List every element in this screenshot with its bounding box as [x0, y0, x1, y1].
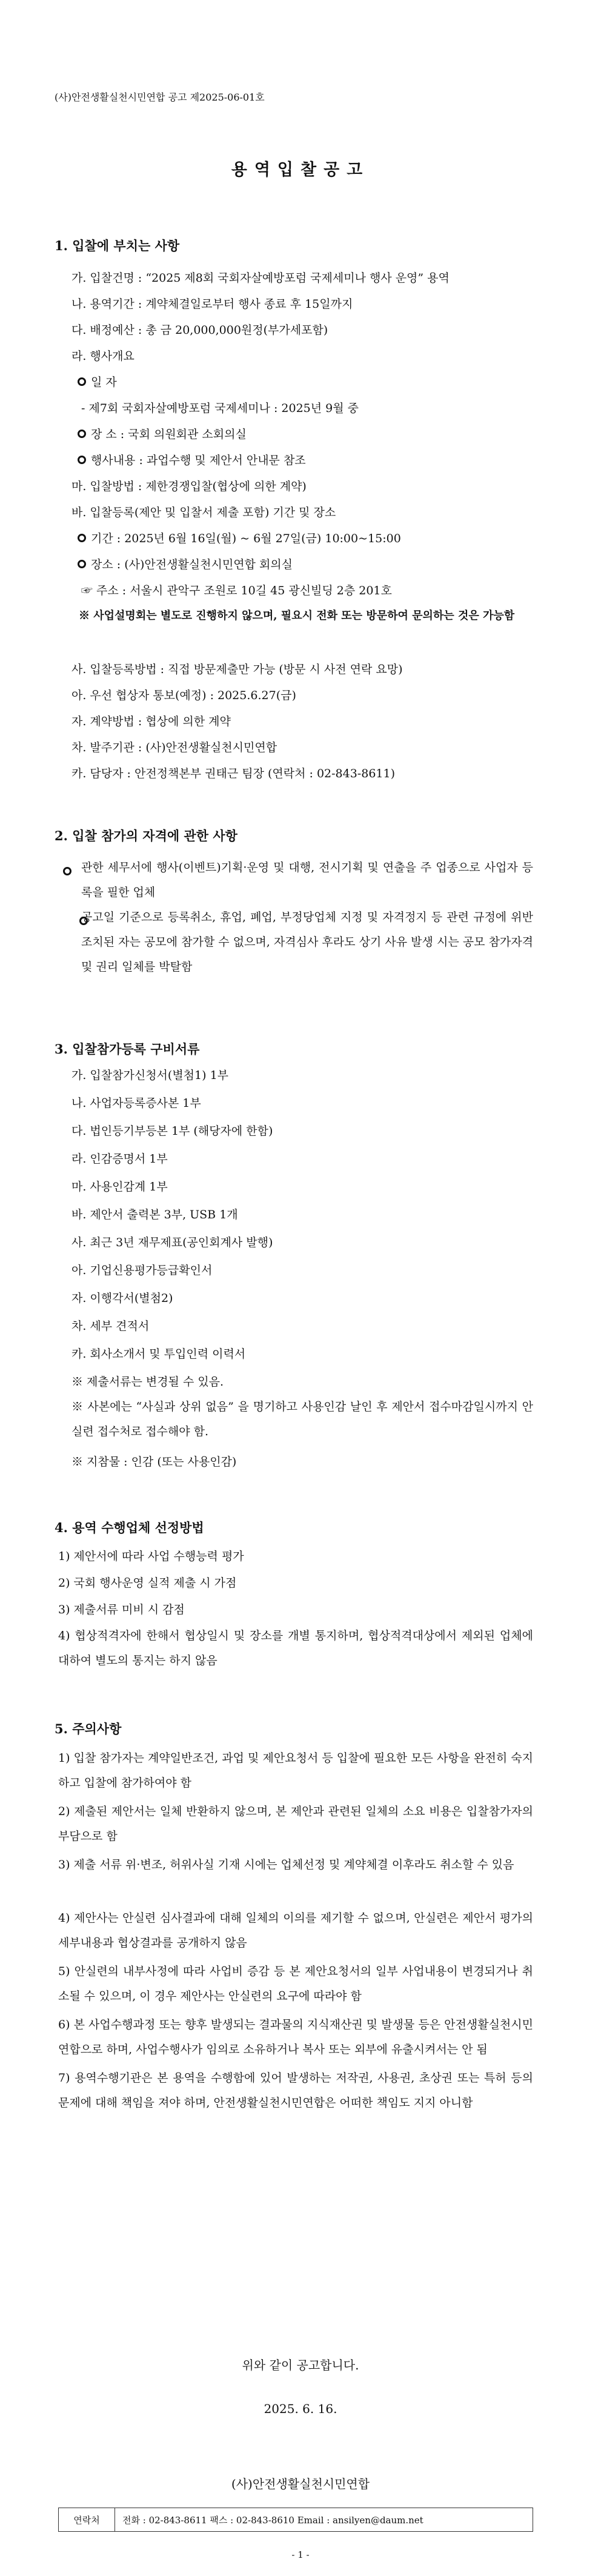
bullet-icon [78, 456, 86, 464]
s1-ra-date-label: 일 자 [78, 373, 117, 391]
s5-item: 3) 제출 서류 위·변조, 허위사실 기재 시에는 업체선정 및 계약체결 이후라도 취소할 수 있음 [58, 1858, 514, 1871]
bullet-icon [78, 377, 86, 386]
s1-sa: 사. 입찰등록방법 : 직접 방문제출만 가능 (방문 시 사전 연락 요망) [71, 663, 403, 676]
page-number: - 1 - [291, 2549, 310, 2560]
s3-item: 차. 세부 견적서 [71, 1320, 150, 1333]
section3-heading: 3. 입찰참가등록 구비서류 [55, 1041, 200, 1057]
s5-item: 5) 안실련의 내부사정에 따라 사업비 증감 등 본 제안요청서의 일부 사업내용이 변경되거나 취소될 수 있으며, 이 경우 제안사는 안실련의 요구에 따라야 함 [58, 1965, 533, 2003]
section1-heading: 1. 입찰에 부치는 사항 [55, 238, 180, 253]
s3-note1: ※ 제출서류는 변경될 수 있음. [71, 1375, 224, 1389]
s3-item: 바. 제안서 출력본 3부, USB 1개 [71, 1208, 238, 1221]
contact-label: 연락처 [59, 2508, 115, 2531]
s1-ga: 가. 입찰건명 : “2025 제8회 국회자살예방포럼 국제세미나 행사 운영” 용역 [71, 271, 450, 285]
s1-cha: 차. 발주기관 : (사)안전생활실천시민연합 [71, 741, 277, 754]
s5-item: 6) 본 사업수행과정 또는 향후 발생되는 결과물의 지식재산권 및 발생물 등은 안전생활실천시민연합으로 하며, 사업수행사가 임의로 소유하거나 복사 또는 외부에 유출시켜서는 안 됨 [58, 2018, 533, 2056]
contact-box [58, 2508, 533, 2532]
s1-a: 아. 우선 협상자 통보(예정) : 2025.6.27(금) [71, 689, 296, 702]
s3-item: 라. 인감증명서 1부 [71, 1152, 168, 1166]
section2-heading: 2. 입찰 참가의 자격에 관한 사항 [55, 828, 237, 843]
s1-ra-place: 장 소 : 국회 의원회관 소회의실 [78, 425, 247, 443]
s3-item: 자. 이행각서(별첨2) [71, 1292, 173, 1305]
s3-note2: ※ 사본에는 “사실과 상위 없음” 을 명기하고 사용인감 날인 후 제안서 접수마감일시까지 안실련 접수처로 접수해야 함. [71, 1400, 533, 1438]
s5-item: 2) 제출된 제안서는 일체 반환하지 않으며, 본 제안과 관련된 일체의 소요 비용은 입찰참가자의 부담으로 함 [58, 1805, 533, 1843]
bullet-icon [78, 534, 86, 542]
s2-p2: 공고일 기준으로 등록취소, 휴업, 폐업, 부정당업체 지정 및 자격정지 등 관련 규정에 위반 조치된 자는 공모에 참가할 수 없으며, 자격심사 후라도 상기 사유 발생 시는 공모 참가자격 및 권리 일체를 박탈함 [81, 911, 533, 974]
contact-value: 전화 : 02-843-8611 팩스 : 02-843-8610 Email : ansilyen@daum.net [122, 2514, 423, 2526]
s3-note3: ※ 지참물 : 인감 (또는 사용인감) [71, 1455, 237, 1469]
bullet-icon [63, 867, 71, 875]
s3-item: 아. 기업신용평가등급확인서 [71, 1264, 213, 1277]
notice-serial: (사)안전생활실천시민연합 공고 제2025-06-01호 [55, 91, 265, 103]
s4-item: 2) 국회 행사운영 실적 제출 시 가점 [58, 1576, 237, 1590]
s3-item: 카. 회사소개서 및 투입인력 이력서 [71, 1347, 246, 1361]
s3-item: 사. 최근 3년 재무제표(공인회계사 발행) [71, 1236, 273, 1249]
s3-item: 가. 입찰참가신청서(별첨1) 1부 [71, 1069, 229, 1082]
s3-item: 다. 법인등기부등본 1부 (해당자에 한함) [71, 1124, 273, 1138]
s1-ba-note: ※ 사업설명회는 별도로 진행하지 않으며, 필요시 전화 또는 방문하여 문의하는 것은 가능함 [79, 609, 515, 622]
page-title: 용역입찰공고 [231, 161, 370, 179]
bullet-icon [78, 560, 86, 568]
s5-item: 7) 용역수행기관은 본 용역을 수행함에 있어 발생하는 저작권, 사용권, 초상권 또는 특허 등의 문제에 대해 책임을 져야 하며, 안전생활실천시민연합은 어떠한 책임도 지지 아니함 [58, 2071, 533, 2110]
s4-item: 4) 협상적격자에 한해서 협상일시 및 장소를 개별 통지하며, 협상적격대상에서 제외된 업체에 대하여 별도의 통지는 하지 않음 [58, 1629, 533, 1667]
s1-ja: 자. 계약방법 : 협상에 의한 계약 [71, 715, 231, 728]
s5-item: 4) 제안사는 안실련 심사결과에 대해 일체의 이의를 제기할 수 없으며, 안실련은 제안서 평가의 세부내용과 협상결과를 공개하지 않음 [58, 1911, 533, 1950]
s1-ra: 라. 행사개요 [71, 350, 134, 363]
section5-heading: 5. 주의사항 [55, 1721, 122, 1736]
s1-ma: 마. 입찰방법 : 제한경쟁입찰(협상에 의한 계약) [71, 480, 307, 493]
closing-text: 위와 같이 공고합니다. [242, 2358, 359, 2372]
s4-item: 1) 제안서에 따라 사업 수행능력 평가 [58, 1550, 244, 1563]
s5-item: 1) 입찰 참가자는 계약일반조건, 과업 및 제안요청서 등 입찰에 필요한 모든 사항을 완전히 숙지하고 입찰에 참가하여야 함 [58, 1751, 533, 1790]
s1-ba: 바. 입찰등록(제안 및 입찰서 제출 포함) 기간 및 장소 [71, 506, 336, 519]
s1-ra-date-value: - 제7회 국회자살예방포럼 국제세미나 : 2025년 9월 중 [81, 402, 359, 415]
s1-ka: 카. 담당자 : 안전정책본부 권태근 팀장 (연락처 : 02-843-8611) [71, 767, 395, 780]
s2-p1: 관한 세무서에 행사(이벤트)기획·운영 및 대행, 전시기획 및 연출을 주 업종으로 사업자 등록을 필한 업체 [81, 861, 533, 899]
s3-item: 나. 사업자등록증사본 1부 [71, 1097, 201, 1110]
issuer-org: (사)안전생활실천시민연합 [231, 2477, 370, 2491]
s1-ba-address: ☞ 주소 : 서울시 관악구 조원로 10길 45 광신빌딩 2층 201호 [81, 584, 392, 597]
s1-ba-place: 장소 : (사)안전생활실천시민연합 회의실 [78, 556, 293, 574]
notice-date: 2025. 6. 16. [264, 2402, 337, 2416]
s1-ra-content: 행사내용 : 과업수행 및 제안서 안내문 참조 [78, 451, 306, 470]
s1-na: 나. 용역기간 : 계약체결일로부터 행사 종료 후 15일까지 [71, 297, 353, 311]
s4-item: 3) 제출서류 미비 시 감점 [58, 1603, 185, 1616]
bullet-icon [78, 430, 86, 438]
s1-da: 다. 배정예산 : 총 금 20,000,000원정(부가세포함) [71, 324, 328, 337]
s3-item: 마. 사용인감계 1부 [71, 1180, 168, 1193]
section4-heading: 4. 용역 수행업체 선정방법 [55, 1520, 204, 1535]
s1-ba-period: 기간 : 2025년 6월 16일(월) ~ 6월 27일(금) 10:00~15:00 [78, 529, 401, 548]
